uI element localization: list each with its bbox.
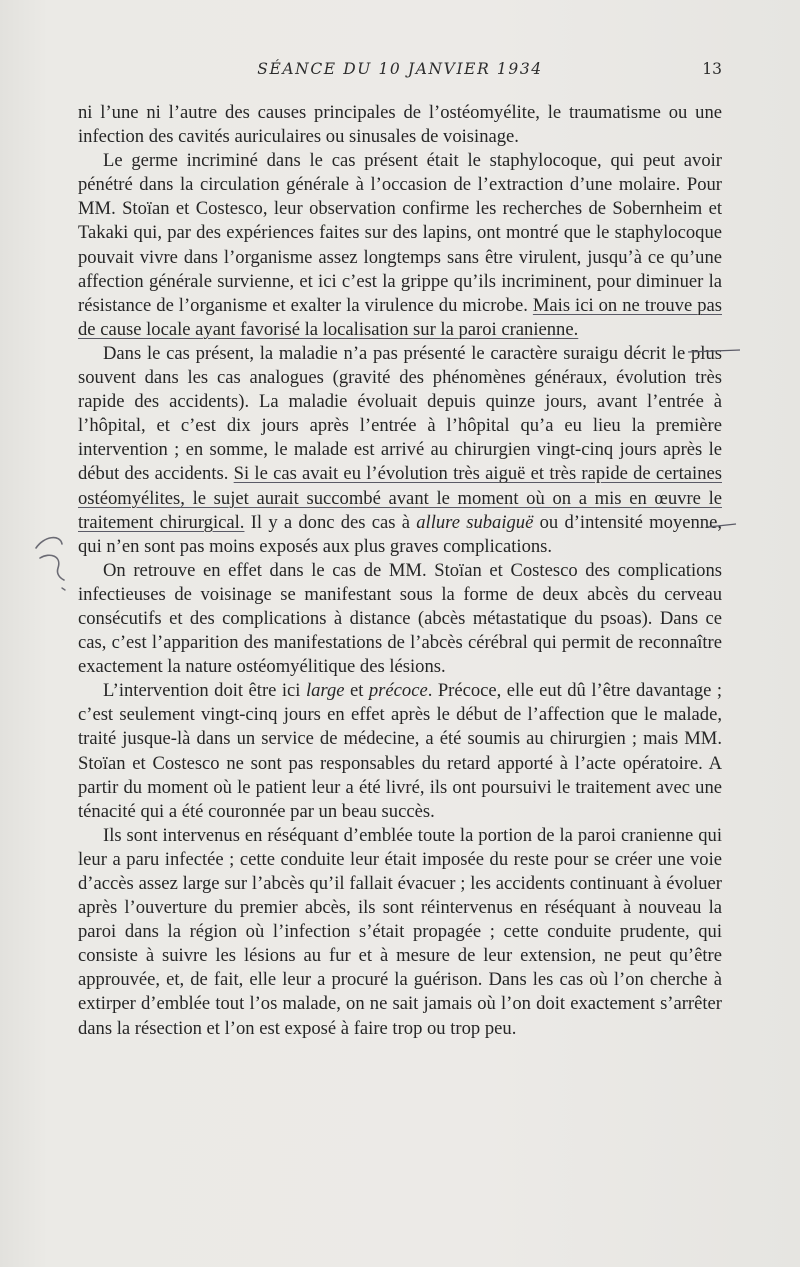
- paragraph-3-text-c: ou d’intensité moyenne, qui n’en sont pas moins exposés aux plus graves complications.: [78, 511, 722, 557]
- paragraph-5-text-b: et: [344, 680, 369, 702]
- paragraph-3-underlined-passage: Si le cas avait eu l’évolution très aiguë et très rapide de certaines ostéomyélites, le sujet aurait succombé avant le moment où on a mis en œuvre le traitement chirurgical.: [78, 463, 722, 533]
- paragraph-6: [78, 824, 722, 1041]
- paragraph-5-text-c: . Précoce, elle eut dû l’être davantage ; c’est seulement vingt-cinq jours en effet après le début de l’affection que le malade, traité jusque-là dans un service de médecine, a été soumis au chirurgien ; mais MM. Stoïan et Costesco ne sont pas responsables du retard apporté à l’acte opératoire. A partir du moment où le patient leur a été livré, ils ont poursuivi le traitement avec une ténacité qui a été couronnée par un beau succès.: [78, 680, 723, 822]
- margin-pencil-mark-icon: [36, 538, 64, 580]
- running-title: SÉANCE DU 10 JANVIER 1934: [257, 60, 543, 78]
- paragraph-5: [78, 679, 722, 824]
- paragraph-2-underlined-passage: Mais ici on ne trouve pas de cause locale ayant favorisé la localisation sur la paroi cranienne.: [78, 294, 722, 340]
- margin-pencil-dot-icon: [62, 588, 65, 590]
- paragraph-6-text: Ils sont intervenus en réséquant d’emblée toute la portion de la paroi cranienne qui leur a paru infectée ; cette conduite leur était imposée du reste pour se créer une voie d’accès assez large sur l’abcès qu’il fallait évacuer ; les accidents continuant à évoluer après l’ouverture du premier abcès, ils sont réintervenus en réséquant à nouveau la paroi dans la région où l’infection s’était propagée ; cette conduite prudente, qui consiste à suivre les lésions au fur et à mesure de leur extension, ne peut qu’être approuvée, et, de fait, elle leur a procuré la guérison. Dans les cas où l’on cherche à extirper d’emblée tout l’os malade, on ne sait jamais où l’on doit exactement s’arrêter dans la résection et l’on est exposé à faire trop ou trop peu.: [78, 824, 722, 1039]
- paragraph-2-text: Le germe incriminé dans le cas présent était le staphylocoque, qui peut avoir pénétré dans la circulation générale à l’occasion de l’extraction d’une molaire. Pour MM. Stoïan et Costesco, leur observation confirme les recherches de Sobernheim et Takaki qui, par des expériences faites sur des lapins, ont montré que le staphylocoque pouvait vivre dans l’organisme assez longtemps sans être virulent, jusqu’à ce qu’une affection générale survienne, et ici c’est la grippe qu’ils incriminent, pour diminuer la résistance de l’organisme et exalter la virulence du microbe.: [78, 150, 722, 316]
- paragraph-3-text-b: Il y a donc des cas à: [244, 511, 417, 533]
- paragraph-3-italic: allure subaiguë: [416, 511, 534, 533]
- paragraph-4: [78, 559, 722, 679]
- paragraph-3: [78, 342, 722, 559]
- paragraph-5-italic-large: large: [305, 680, 345, 702]
- page-number: 13: [702, 60, 722, 78]
- article-body: [78, 101, 722, 1041]
- paragraph-4-text: On retrouve en effet dans le cas de MM. Stoïan et Costesco des complications infectieuses de voisinage se manifestant sous la forme de deux abcès du cerveau consécutifs et des complications à distance (abcès métastatique du psoas). Dans ce cas, c’est l’apparition des manifestations de l’abcès cérébral qui permit de reconnaître exactement la nature ostéomyélitique des lésions.: [78, 559, 722, 678]
- paragraph-5-text-a: L’intervention doit être ici: [103, 680, 306, 702]
- paragraph-2: [78, 149, 722, 342]
- paragraph-1: [78, 101, 722, 149]
- paragraph-3-text: Dans le cas présent, la maladie n’a pas présenté le caractère suraigu décrit le plus souvent dans les cas analogues (gravité des phénomènes généraux, évolution très rapide des accidents). La maladie évoluait depuis quinze jours, avant l’entrée à l’hôpital, et c’est dix jours après l’entrée à l’hôpital qu’a eu lieu la première intervention ; en somme, le malade est arrivé au chirurgien vingt-cinq jours après le début des accidents.: [78, 342, 722, 485]
- paragraph-1-text: ni l’une ni l’autre des causes principales de l’ostéomyélite, le traumatisme ou une infection des cavités auriculaires ou sinusales de voisinage.: [78, 102, 722, 148]
- paragraph-5-italic-precoce: précoce: [368, 680, 428, 702]
- page-header: [78, 60, 722, 84]
